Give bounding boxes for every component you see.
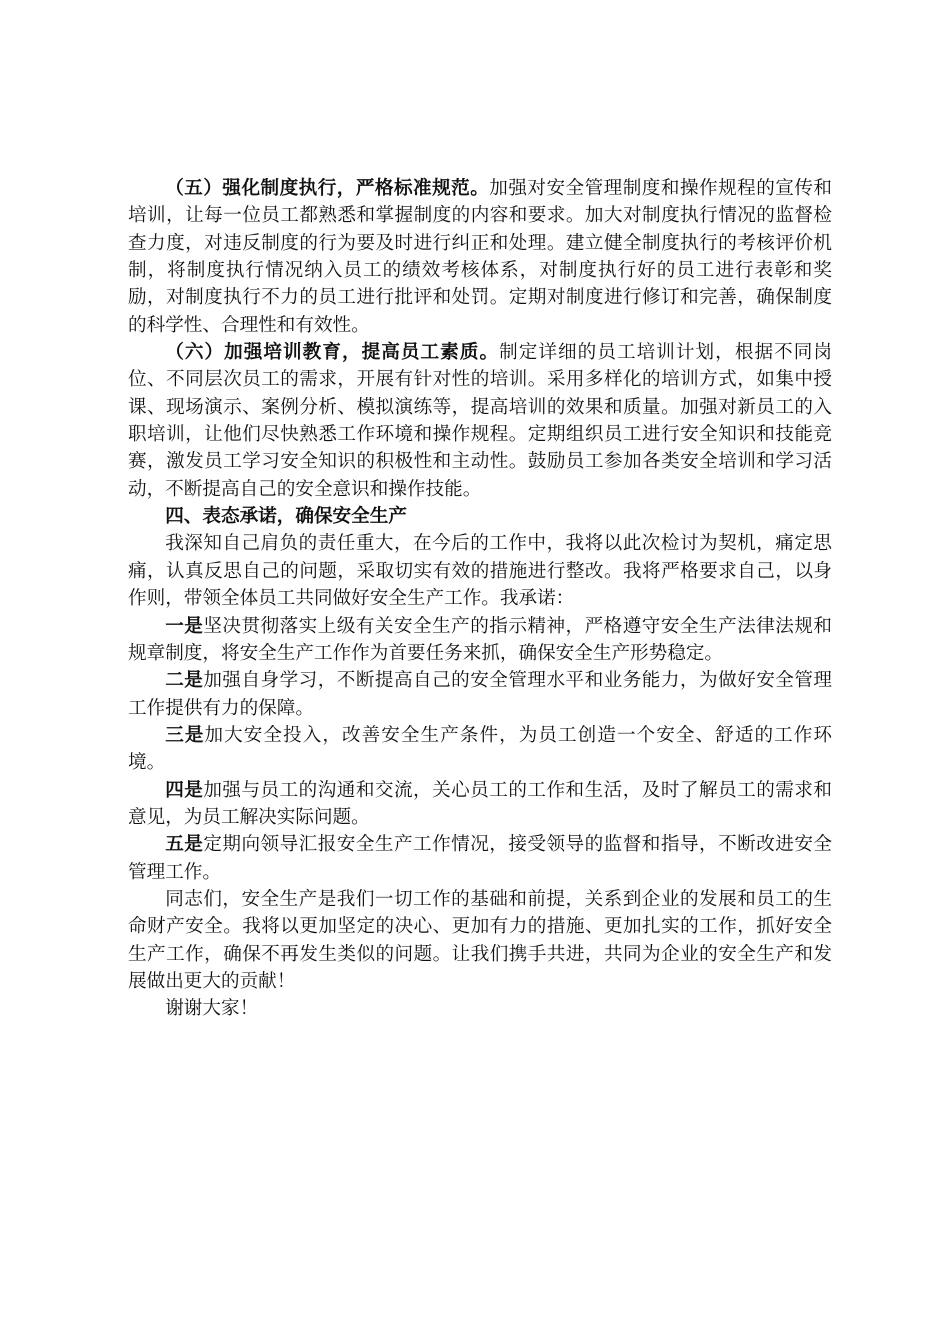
commitment-1-text: 坚决贯彻落实上级有关安全生产的指示精神，严格遵守安全生产法律法规和规章制度，将安全生产工作作为首要任务来抓，确保安全生产形势稳定。 (128, 615, 832, 664)
document-body (128, 175, 832, 1023)
section-6-body: 制定详细的员工培训计划，根据不同岗位、不同层次员工的需求，开展有针对性的培训。采用多样化的培训方式，如集中授课、现场演示、案例分析、模拟演练等，提高培训的效果和质量。加强对新员工的入职培训，让他们尽快熟悉工作环境和操作规程。定期组织员工进行安全知识和技能竞赛，激发员工学习安全知识的积极性和主动性。鼓励员工参加各类安全培训和学习活动，不断提高自己的安全意识和操作技能。 (128, 342, 832, 500)
commitment-3-text: 加大安全投入，改善安全生产条件，为员工创造一个安全、舒适的工作环境。 (128, 724, 832, 774)
commitment-intro: 我深知自己肩负的责任重大，在今后的工作中，我将以此次检讨为契机，痛定思痛，认真反思自己的问题，采取切实有效的措施进行整改。我将严格要求自己，以身作则，带领全体员工共同做好安全生产工作。我承诺： (128, 533, 832, 610)
section-5-paragraph (128, 175, 832, 339)
commitment-1 (128, 613, 832, 668)
commitment-2-label: 二是 (165, 670, 204, 692)
commitment-5-label: 五是 (165, 834, 204, 856)
commitment-2-text: 加强自身学习，不断提高自己的安全管理水平和业务能力，为做好安全管理工作提供有力的保障。 (128, 670, 832, 719)
commitment-3 (128, 722, 832, 777)
part-4-heading: 四、表态承诺，确保安全生产 (165, 506, 407, 528)
commitment-4-text: 加强与员工的沟通和交流，关心员工的工作和生活，及时了解员工的需求和意见，为员工解决实际问题。 (128, 779, 832, 828)
commitment-4-label: 四是 (165, 779, 204, 801)
commitment-4 (128, 777, 832, 832)
commitment-2 (128, 667, 832, 722)
commitment-3-label: 三是 (165, 724, 205, 746)
section-6-paragraph (128, 339, 832, 503)
commitment-5-text: 定期向领导汇报安全生产工作情况，接受领导的监督和指导，不断改进安全管理工作。 (128, 834, 832, 883)
section-5-body: 加强对安全管理制度和操作规程的宣传和培训，让每一位员工都熟悉和掌握制度的内容和要求。加大对制度执行情况的监督检查力度，对违反制度的行为要及时进行纠正和处理。建立健全制度执行的考核评价机制，将制度执行情况纳入员工的绩效考核体系，对制度执行好的员工进行表彰和奖励，对制度执行不力的员工进行批评和处罚。定期对制度进行修订和完善，确保制度的科学性、合理性和有效性。 (128, 178, 832, 336)
thanks-line: 谢谢大家！ (165, 998, 259, 1020)
commitment-5 (128, 831, 832, 886)
commitment-1-label: 一是 (165, 615, 204, 637)
section-5-title: （五）强化制度执行，严格标准规范。 (165, 178, 490, 199)
closing-paragraph: 同志们，安全生产是我们一切工作的基础和前提，关系到企业的发展和员工的生命财产安全。我将以更加坚定的决心、更加有力的措施、更加扎实的工作，抓好安全生产工作，确保不再发生类似的问题。让我们携手共进，共同为企业的安全生产和发展做出更大的贡献！ (128, 888, 832, 992)
section-6-title: （六）加强培训教育，提高员工素质。 (165, 342, 500, 364)
